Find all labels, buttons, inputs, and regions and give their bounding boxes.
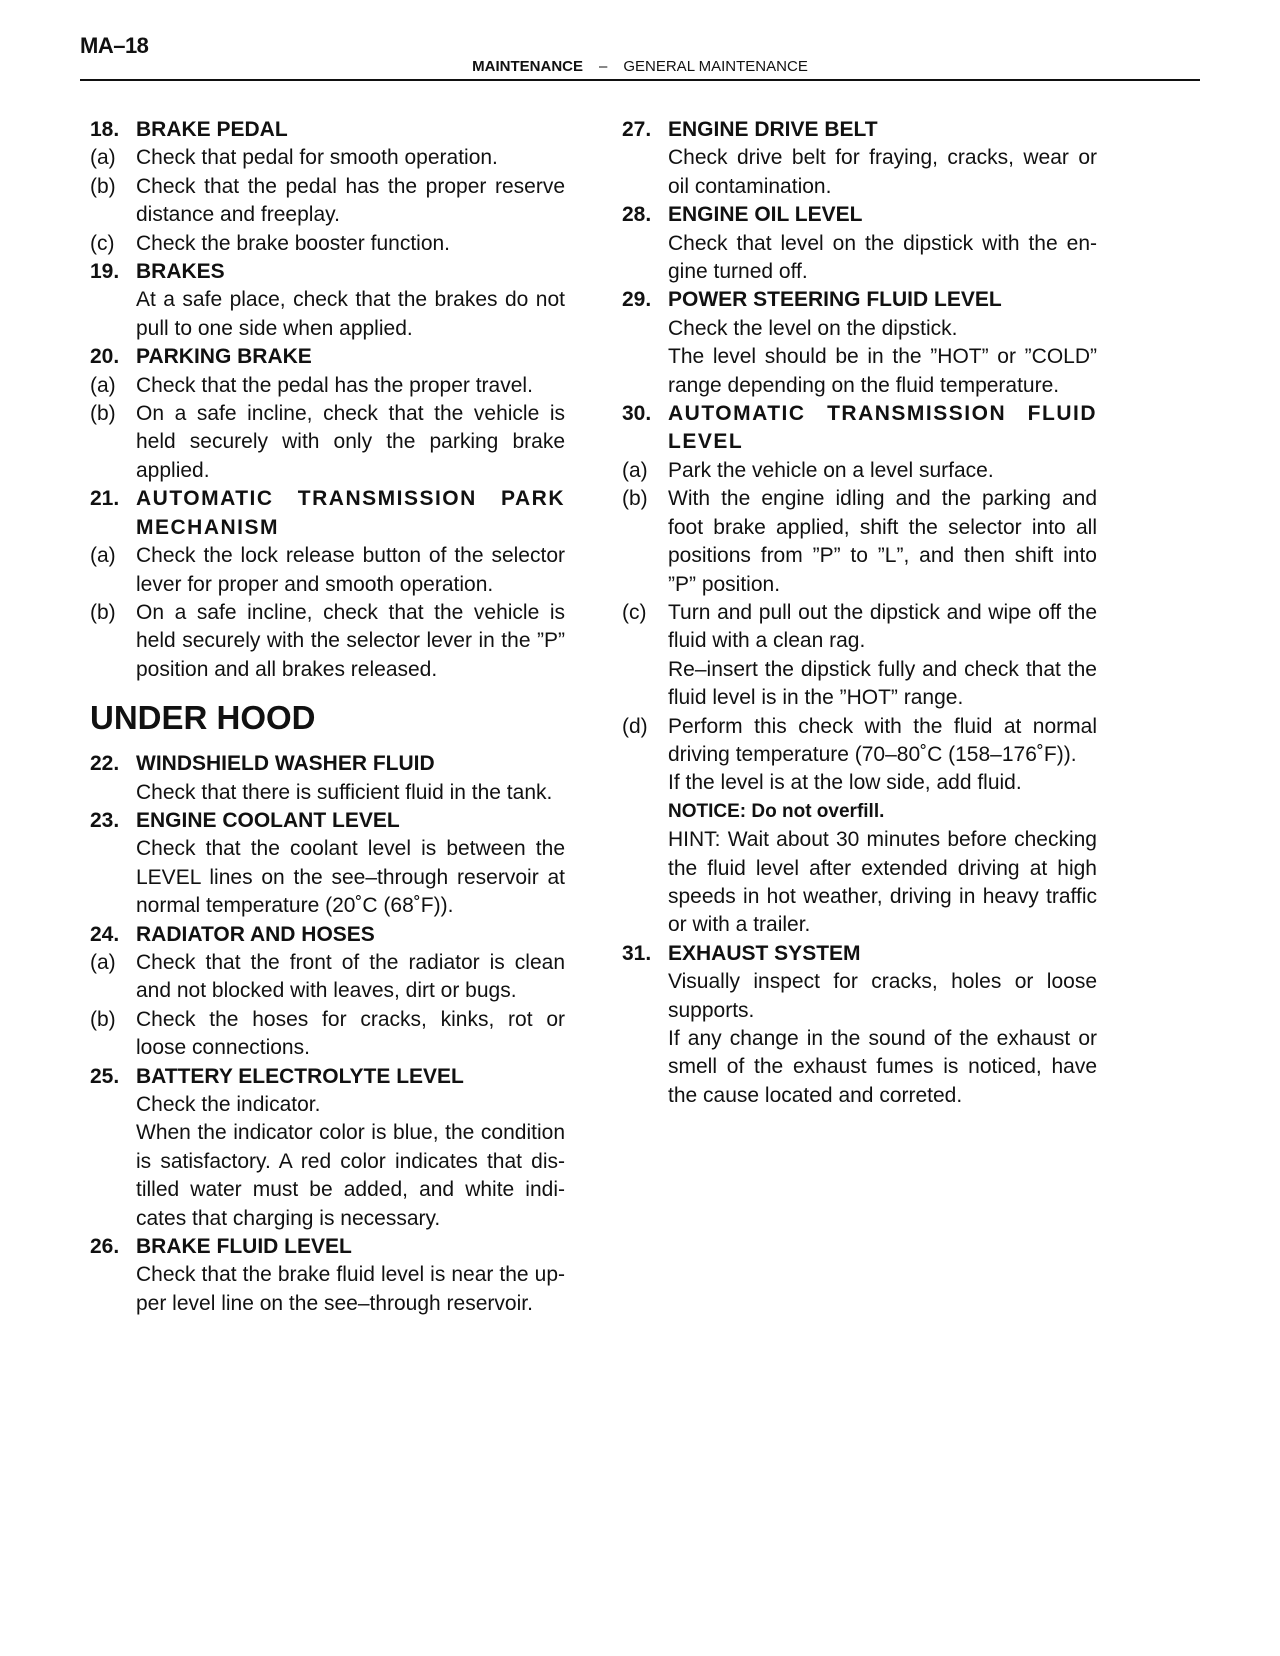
item-heading [622,116,1102,144]
paragraph-text: If any change in the sound of the exhaust or smell of the exhaust fumes is noticed, have the cause located and correted. [668,1027,1097,1107]
item-step [622,599,1102,656]
step-text: Check that pedal for smooth operation. [136,146,498,170]
step-label: (b) [90,600,116,624]
item-number: 19. [90,260,120,284]
step-label: (b) [90,174,116,198]
item-step [90,400,570,485]
item-number: 30. [622,402,652,426]
item-heading [90,116,570,144]
item-paragraph [90,835,570,920]
step-text: HINT: Wait about 30 minutes before checking the fluid level after extended driving at high speeds in hot weather, driving in heavy traffic or with a trailer. [668,828,1097,937]
item-title: BRAKE FLUID LEVEL [136,1235,352,1259]
item-number: 28. [622,203,652,227]
item-title: ENGINE COOLANT LEVEL [136,808,400,832]
item-heading [622,286,1102,314]
item-number: 20. [90,345,120,369]
item-title: AUTOMATIC TRANSMISSION PARK MECHANISM [136,487,565,539]
step-text: Turn and pull out the dipstick and wipe off the fluid with a clean rag. [668,600,1097,653]
item-heading [622,940,1102,968]
maintenance-item [90,750,570,807]
maintenance-item [622,116,1102,201]
maintenance-item [90,258,570,343]
item-step [90,542,570,599]
item-number: 31. [622,941,652,965]
maintenance-item [622,286,1102,400]
step-label: (c) [622,600,647,624]
item-title: EXHAUST SYSTEM [668,941,861,965]
right-column [622,116,1102,1110]
page-number: MA–18 [80,33,149,58]
item-paragraph [90,1119,570,1233]
item-paragraph [622,315,1102,343]
item-step [622,713,1102,770]
item-step [90,599,570,684]
step-label: (a) [90,544,116,568]
item-title: ENGINE DRIVE BELT [668,118,878,141]
item-number: 29. [622,288,652,312]
items-after-section [90,750,570,1318]
step-text: Check that the front of the radiator is clean and not blocked with leaves, dirt or bugs. [136,950,565,1003]
maintenance-item [622,201,1102,286]
step-label: (a) [90,146,116,170]
step-text: Check the brake booster function. [136,231,451,255]
item-number: 25. [90,1064,120,1088]
item-heading [90,1233,570,1261]
item-number: 23. [90,808,120,832]
item-paragraph [622,968,1102,1025]
paragraph-text: The level should be in the ”HOT” or ”COLD” range depending on the fluid temperature. [668,345,1097,397]
item-step [90,1006,570,1063]
maintenance-item [90,807,570,921]
item-step [90,173,570,230]
item-paragraph [622,343,1102,400]
item-step [622,798,1102,826]
step-label: (b) [622,487,648,511]
step-text: On a safe incline, check that the vehicle is held securely with only the parking brake applied. [136,402,565,482]
item-paragraph [622,230,1102,287]
maintenance-item [622,400,1102,940]
step-label: (b) [90,1007,116,1031]
item-title: BRAKE PEDAL [136,118,288,141]
item-step [90,949,570,1006]
paragraph-text: Check drive belt for fraying, cracks, wear or oil contamination. [668,146,1097,198]
item-heading [90,258,570,286]
item-paragraph [622,144,1102,201]
section-title-under-hood: UNDER HOOD [90,699,316,737]
step-label: (a) [622,458,648,482]
item-title: AUTOMATIC TRANSMISSION FLUID LEVEL [668,402,1097,454]
step-text: Check that the pedal has the proper travel. [136,373,533,397]
item-paragraph [622,1025,1102,1110]
item-step [90,372,570,400]
item-heading [90,485,570,542]
maintenance-item [90,343,570,485]
item-title: PARKING BRAKE [136,345,312,369]
item-step [622,656,1102,713]
item-number: 22. [90,752,120,776]
item-number: 21. [90,487,120,511]
item-title: ENGINE OIL LEVEL [668,203,863,227]
item-heading [90,1063,570,1091]
item-paragraph [90,779,570,807]
paragraph-text: Check that level on the dipstick with the en-gine turned off. [668,231,1097,284]
item-title: WINDSHIELD WASHER FLUID [136,752,435,776]
maintenance-item [622,940,1102,1110]
step-text: Check the hoses for cracks, kinks, rot or loose connections. [136,1007,565,1060]
item-title: RADIATOR AND HOSES [136,922,375,946]
paragraph-text: Check the level on the dipstick. [668,316,958,340]
paragraph-text: Visually inspect for cracks, holes or loose supports. [668,970,1097,1022]
step-text: On a safe incline, check that the vehicle is held securely with the selector lever in the ”P” position and all brakes released. [136,600,565,681]
item-paragraph [90,1261,570,1318]
item-step [622,457,1102,485]
running-header-separator: – [599,58,608,75]
item-paragraph [90,1091,570,1119]
paragraph-text: At a safe place, check that the brakes do not pull to one side when applied. [136,288,565,340]
item-step [90,230,570,258]
item-step [622,826,1102,940]
notice-text: NOTICE: Do not overfill. [668,800,885,822]
item-number: 26. [90,1235,120,1259]
step-text: If the level is at the low side, add fluid. [668,771,1022,795]
step-text: Re–insert the dipstick fully and check that the fluid level is in the ”HOT” range. [668,657,1097,710]
items-before-section [90,116,570,684]
maintenance-item [90,1063,570,1233]
step-text: Check the lock release button of the selector lever for proper and smooth operation. [136,544,565,596]
step-text: With the engine idling and the parking and foot brake applied, shift the selector into all positions from ”P” to ”L”, and then shift into ”P” position. [668,487,1097,596]
item-heading [622,400,1102,457]
item-heading [90,921,570,949]
item-title: BRAKES [136,260,225,284]
step-label: (b) [90,402,116,426]
item-heading [90,343,570,371]
item-step [622,769,1102,797]
step-text: Perform this check with the fluid at normal driving temperature (70–80˚C (158–176˚F)). [668,714,1097,766]
maintenance-item [90,116,570,258]
item-heading [622,201,1102,229]
item-step [622,485,1102,599]
item-step [90,144,570,172]
paragraph-text: Check that the brake fluid level is near the up-per level line on the see–through reservoir. [136,1263,565,1315]
item-number: 24. [90,922,120,946]
paragraph-text: When the indicator color is blue, the condition is satisfactory. A red color indicates that dis-tilled water must be added, and white indi-cates that charging is necessary. [136,1121,565,1230]
step-label: (a) [90,950,116,974]
step-text: Check that the pedal has the proper reserve distance and freeplay. [136,174,565,227]
item-number: 18. [90,118,120,141]
step-label: (a) [90,373,116,397]
item-paragraph [90,286,570,343]
maintenance-item [90,921,570,1063]
running-header-subsection: GENERAL MAINTENANCE [623,58,808,75]
left-column [90,116,570,1318]
item-title: BATTERY ELECTROLYTE LEVEL [136,1064,464,1088]
running-header-section: MAINTENANCE [472,58,583,75]
item-heading [90,807,570,835]
item-heading [90,750,570,778]
paragraph-text: Check the indicator. [136,1093,321,1116]
item-number: 27. [622,118,652,141]
item-title: POWER STEERING FLUID LEVEL [668,288,1002,312]
right-items [622,116,1102,1110]
step-label: (d) [622,714,648,738]
step-text: Park the vehicle on a level surface. [668,458,994,482]
paragraph-text: Check that the coolant level is between the LEVEL lines on the see–through reservoir at normal temperature (20˚C (68˚F)). [136,837,565,918]
step-label: (c) [90,231,115,255]
running-header [0,58,1280,75]
maintenance-item [90,485,570,684]
maintenance-item [90,1233,570,1318]
header-rule [80,79,1200,81]
paragraph-text: Check that there is sufficient fluid in the tank. [136,780,553,804]
